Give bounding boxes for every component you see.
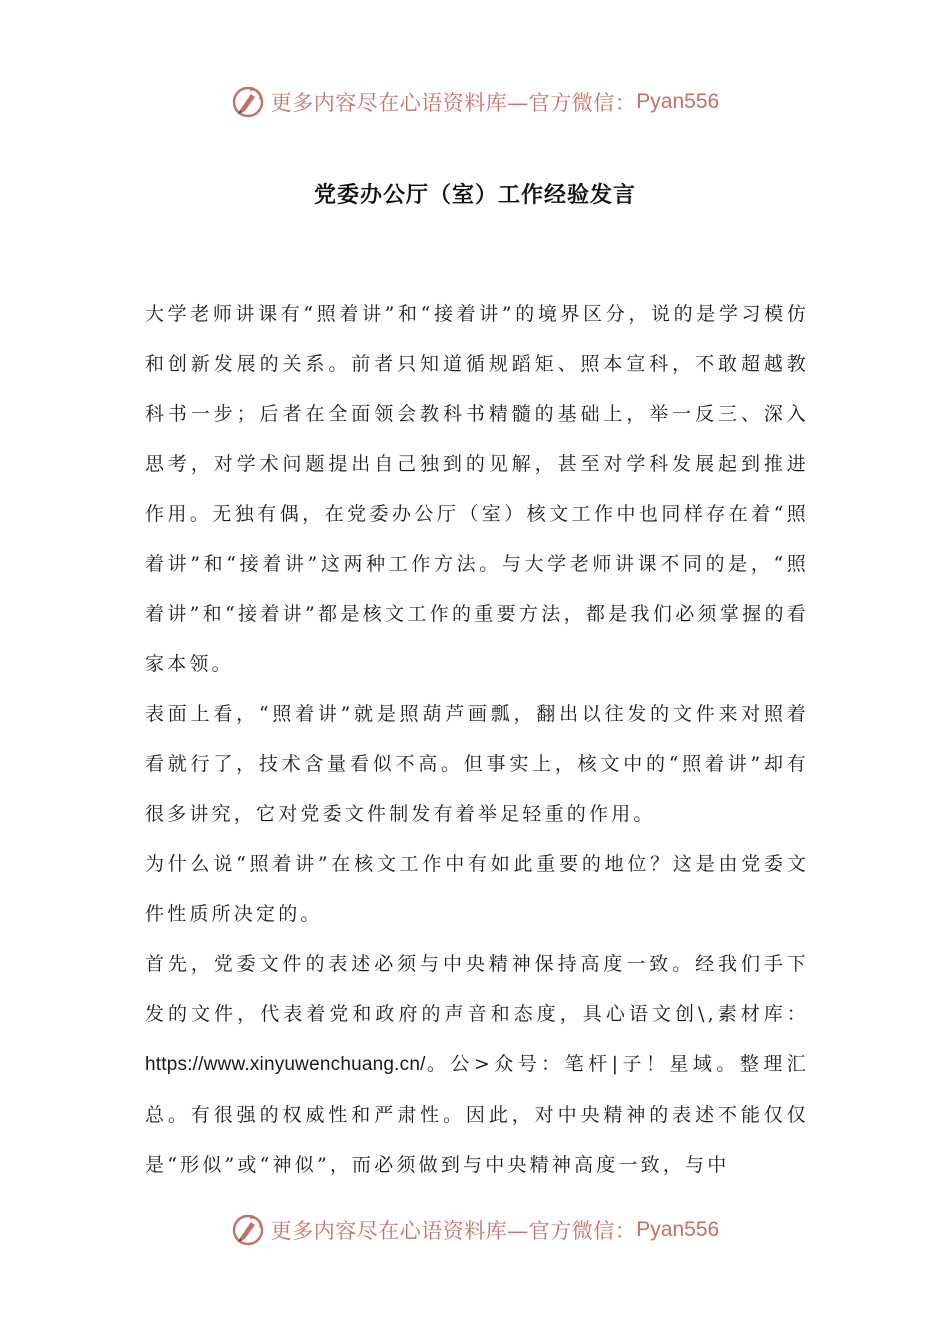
pen-logo-icon xyxy=(231,1213,265,1247)
paragraph: 为什么说“照着讲”在核文工作中有如此重要的地位？这是由党委文件性质所决定的。 xyxy=(145,853,809,925)
paragraph xyxy=(145,939,809,1190)
footer-banner-wechat: Pyan556 xyxy=(636,1218,720,1241)
paragraph-text: 首先，党委文件的表述必须与中央精神保持高度一致。经我们手下发的文件，代表着党和政府的声音和态度，具心语文创\,素材库： xyxy=(145,953,809,1025)
header-banner-text: 更多内容尽在心语资料库—官方微信： xyxy=(270,91,637,115)
header-banner xyxy=(0,80,950,124)
source-url-link[interactable]: https://www.xinyuwenchuang.cn/ xyxy=(145,1054,426,1075)
document-body xyxy=(145,289,809,1190)
pen-logo-icon xyxy=(231,85,265,119)
document-title: 党委办公厅（室）工作经验发言 xyxy=(313,183,636,208)
header-banner-wechat: Pyan556 xyxy=(636,90,720,113)
paragraph: 表面上看，“照着讲”就是照葫芦画瓢，翻出以往发的文件来对照着看就行了，技术含量看似不高。但事实上，核文中的“照着讲”却有很多讲究，它对党委文件制发有着举足轻重的作用。 xyxy=(145,703,809,825)
footer-banner xyxy=(0,1208,950,1252)
paragraph: 大学老师讲课有“照着讲”和“接着讲”的境界区分，说的是学习模仿和创新发展的关系。前者只知道循规蹈矩、照本宣科，不敢超越教科书一步；后者在全面领会教科书精髓的基础上，举一反三、深入思考，对学术问题提出自己独到的见解，甚至对学科发展起到推进作用。无独有偶，在党委办公厅（室）核文工作中也同样存在着“照着讲”和“接着讲”这两种工作方法。与大学老师讲课不同的是，“照着讲”和“接着讲”都是核文工作的重要方法，都是我们必须掌握的看家本领。 xyxy=(145,303,809,675)
footer-banner-text: 更多内容尽在心语资料库—官方微信： xyxy=(270,1219,637,1243)
paragraph-text: 。公>众号：笔杆|子！星域。整理汇总。有很强的权威性和严肃性。因此，对中央精神的表述不能仅仅是“形似”或“神似”，而必须做到与中央精神高度一致，与中 xyxy=(145,1053,809,1176)
